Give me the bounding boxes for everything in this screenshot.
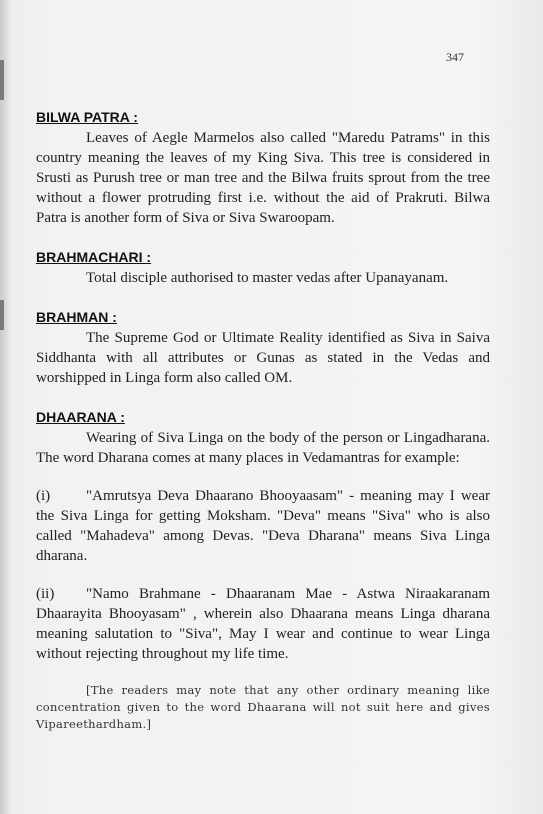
example-item-2: (ii) "Namo Brahmane - Dhaaranam Mae - Astwa Niraakaranam Dhaarayita Bhooyasam" , wherein also Dhaarana means Linga dharana meaning salutation to "Siva", May I wear and continue to wear Linga without rejecting throughout my life time. — [36, 586, 490, 662]
glossary-entry-dhaarana — [36, 408, 490, 733]
entry-definition: Leaves of Aegle Marmelos also called "Maredu Patrams" in this country meaning the leaves of my King Siva. This tree is considered in Srusti as Purush tree or man tree and the Bilwa fruits sprout from the tree without a flower protruding first i.e. without the aid of Prakruti. Bilwa Patra is another form of Siva or Siva Swaroopam. — [36, 130, 490, 226]
entry-heading: BRAHMAN : — [36, 309, 117, 325]
entry-heading: BILWA PATRA : — [36, 109, 138, 125]
example-item-1: (i) "Amrutsya Deva Dhaarano Bhooyaasam" - meaning may I wear the Siva Linga for getting Moksham. "Deva" means "Siva" who is also called "Mahadeva" among Devas. "Deva Dharana" means Siva Linga dharana. — [36, 488, 490, 564]
binding-edge-mark — [0, 60, 4, 100]
entry-heading: BRAHMACHARI : — [36, 249, 152, 265]
entry-definition: Wearing of Siva Linga on the body of the person or Lingadharana. The word Dharana comes at many places in Vedamantras for example: — [36, 430, 490, 466]
glossary-entry-bilwa-patra — [36, 108, 490, 228]
glossary-content — [36, 108, 490, 733]
entry-definition: Total disciple authorised to master vedas after Upanayanam. — [86, 270, 449, 286]
binding-edge-mark — [0, 300, 4, 330]
entry-heading: DHAARANA : — [36, 409, 125, 425]
readers-note: [The readers may note that any other ordinary meaning like concentration given to the word Dhaarana will not suit here and gives Vipareethardham.] — [36, 683, 490, 731]
page-number: 347 — [446, 50, 464, 64]
glossary-entry-brahmachari — [36, 248, 490, 288]
entry-definition: The Supreme God or Ultimate Reality identified as Siva in Saiva Siddhanta with all attributes or Gunas as stated in the Vedas and worshipped in Linga form also called OM. — [36, 330, 490, 386]
glossary-entry-brahman — [36, 308, 490, 388]
